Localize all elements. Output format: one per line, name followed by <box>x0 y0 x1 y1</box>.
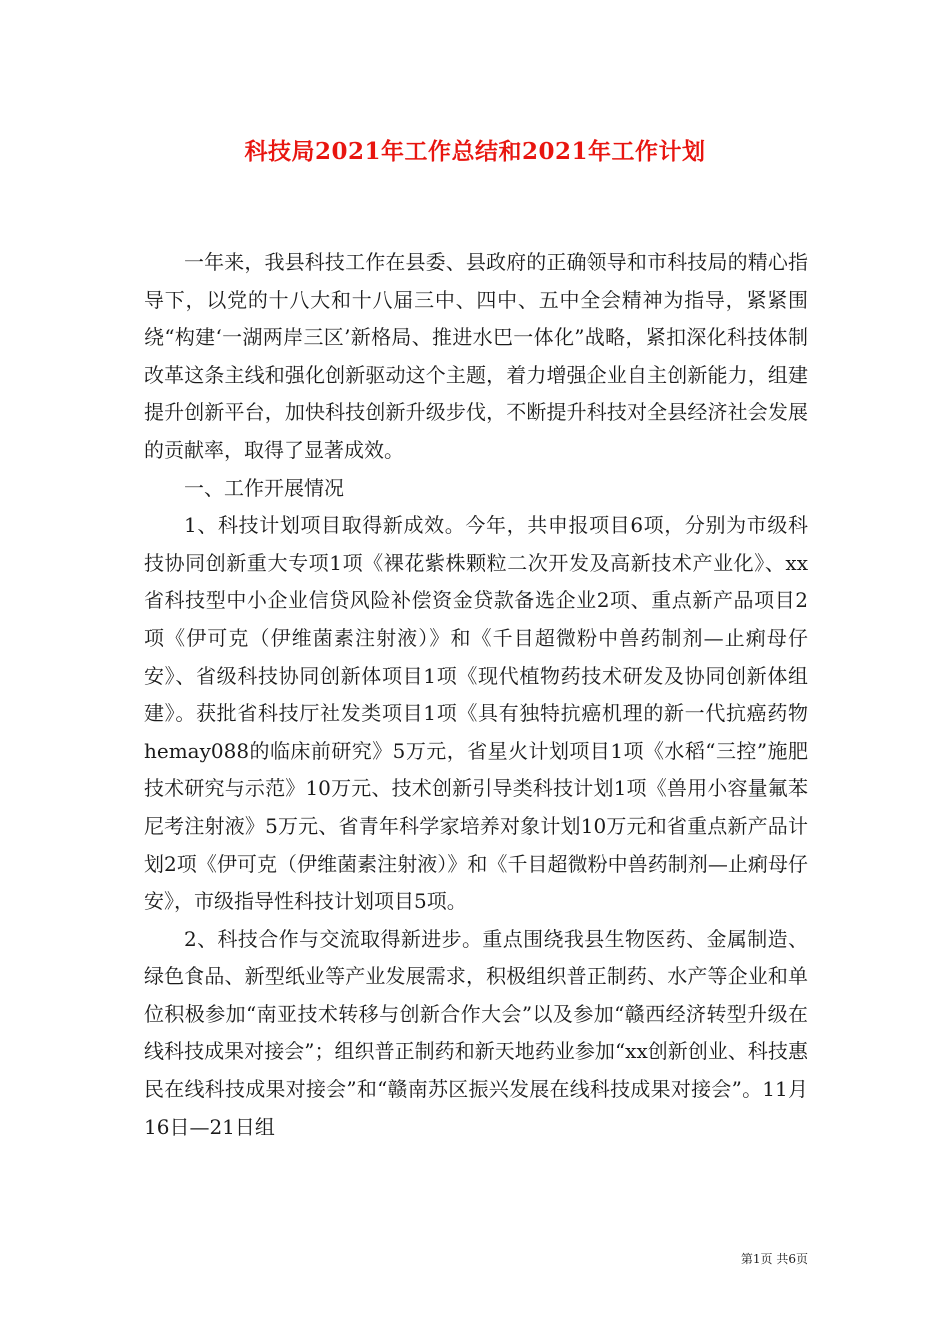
document-title: 科技局2021年工作总结和2021年工作计划 <box>244 138 706 165</box>
item-2-paragraph: 2、科技合作与交流取得新进步。重点围绕我县生物医药、金属制造、绿色食品、新型纸业等产业发展需求，积极组织普正制药、水产等企业和单位积极参加“南亚技术转移与创新合作大会”以及参加“赣西经济转型升级在线科技成果对接会”；组织普正制药和新天地药业参加“xx创新创业、科技惠民在线科技成果对接会”和“赣南苏区振兴发展在线科技成果对接会”。11月16日—21日组 <box>144 926 808 1139</box>
intro-paragraph: 一年来，我县科技工作在县委、县政府的正确领导和市科技局的精心指导下，以党的十八大和十八届三中、四中、五中全会精神为指导，紧紧围绕“构建‘一湖两岸三区’新格局、推进水巴一体化”战略，紧扣深化科技体制改革这条主线和强化创新驱动这个主题，着力增强企业自主创新能力，组建提升创新平台，加快科技创新升级步伐，不断提升科技对全县经济社会发展的贡献率，取得了显著成效。 <box>144 250 808 462</box>
document-body <box>144 244 808 1146</box>
section-heading: 一、工作开展情况 <box>184 475 344 500</box>
item-1-paragraph: 1、科技计划项目取得新成效。今年，共申报项目6项，分别为市级科技协同创新重大专项1项《裸花紫株颗粒二次开发及高新技术产业化》、xx省科技型中小企业信贷风险补偿资金贷款备选企业2项、重点新产品项目2项《伊可克（伊维菌素注射液）》和《千目超微粉中兽药制剂—止痢母仔安》、省级科技协同创新体项目1项《现代植物药技术研发及协同创新体组建》。获批省科技厅社发类项目1项《具有独特抗癌机理的新一代抗癌药物hemay088的临床前研究》5万元，省星火计划项目1项《水稻“三控”施肥技术研究与示范》10万元、技术创新引导类科技计划1项《兽用小容量氟苯尼考注射液》5万元、省青年科学家培养对象计划10万元和省重点新产品计划2项《伊可克（伊维菌素注射液）》和《千目超微粉中兽药制剂—止痢母仔安》，市级指导性科技计划项目5项。 <box>144 513 808 914</box>
page-number-footer: 第1页 共6页 <box>740 1252 808 1266</box>
